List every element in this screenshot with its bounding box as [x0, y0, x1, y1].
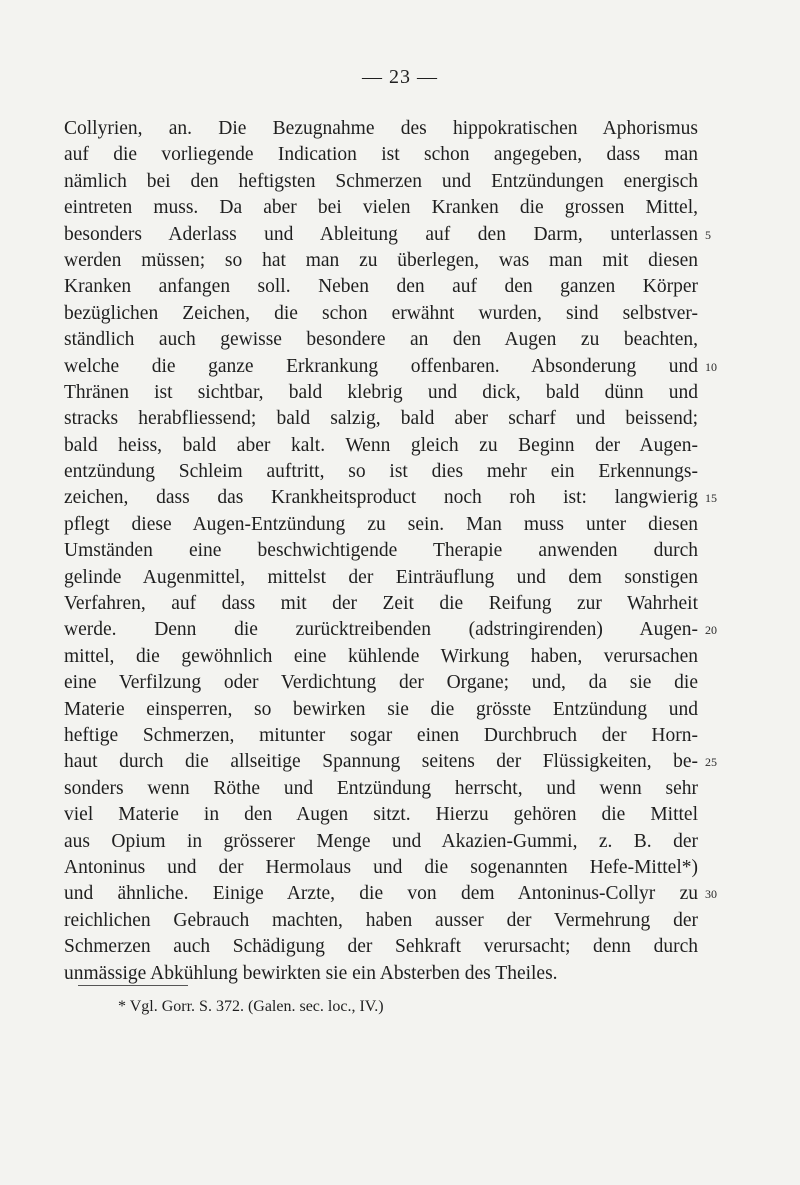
line-text: stracks herabfliessend; bald salzig, bald aber scharf und beissend; [64, 408, 698, 430]
line-text: Schmerzen auch Schädigung der Sehkraft verursacht; denn durch [64, 936, 698, 958]
line-text: mittel, die gewöhnlich eine kühlende Wirkung haben, verursachen [64, 645, 698, 667]
line-text: eine Verfilzung oder Verdichtung der Organe; und, da sie die [64, 672, 698, 694]
line-text: welche die ganze Erkrankung offenbaren. Absonderung und [64, 355, 698, 377]
line-text: nämlich bei den heftigsten Schmerzen und Entzündungen energisch [64, 170, 698, 192]
text-line [64, 485, 717, 511]
line-text: werden müssen; so hat man zu überlegen, was man mit diesen [64, 249, 698, 271]
text-line [64, 248, 698, 274]
line-text: werde. Denn die zurücktreibenden (adstringirenden) Augen- [64, 619, 698, 641]
text-line [64, 617, 717, 643]
line-text: Materie einsperren, so bewirken sie die grösste Entzündung und [64, 698, 698, 720]
text-line [64, 327, 698, 353]
line-text: ständlich auch gewisse besondere an den Augen zu beachten, [64, 329, 698, 351]
text-line [64, 670, 698, 696]
text-line [64, 644, 698, 670]
line-text: und ähnliche. Einige Arzte, die von dem Antoninus-Collyr zu [64, 883, 698, 905]
line-text: Thränen ist sichtbar, bald klebrig und dick, bald dünn und [64, 381, 698, 403]
text-line [64, 908, 698, 934]
footnote: * Vgl. Gorr. S. 372. (Galen. sec. loc., IV.) [118, 998, 384, 1015]
text-line [64, 512, 698, 538]
text-line [64, 301, 698, 327]
line-text: sonders wenn Röthe und Entzündung herrscht, und wenn sehr [64, 777, 698, 799]
text-line [64, 565, 698, 591]
line-number: 20 [705, 623, 717, 638]
line-number: 30 [705, 887, 717, 902]
footnote-rule [78, 985, 188, 986]
line-text: Umständen eine beschwichtigende Therapie anwenden durch [64, 540, 698, 562]
line-text: bezüglichen Zeichen, die schon erwähnt wurden, sind selbstver- [64, 302, 698, 324]
text-line [64, 116, 698, 142]
line-text: viel Materie in den Augen sitzt. Hierzu gehören die Mittel [64, 804, 698, 826]
text-line [64, 855, 698, 881]
line-text: haut durch die allseitige Spannung seitens der Flüssigkeiten, be- [64, 751, 698, 773]
text-line [64, 591, 698, 617]
line-text: eintreten muss. Da aber bei vielen Kranken die grossen Mittel, [64, 197, 698, 219]
line-text: pflegt diese Augen-Entzündung zu sein. Man muss unter diesen [64, 513, 698, 535]
text-line [64, 881, 717, 907]
text-line [64, 538, 698, 564]
text-line [64, 961, 698, 987]
line-text: reichlichen Gebrauch machten, haben ausser der Vermehrung der [64, 909, 698, 931]
page-number: — 23 — [362, 66, 438, 88]
line-text: besonders Aderlass und Ableitung auf den Darm, unterlassen [64, 223, 698, 245]
text-line [64, 195, 698, 221]
text-line [64, 169, 698, 195]
text-line [64, 723, 698, 749]
line-text: Antoninus und der Hermolaus und die sogenannten Hefe-Mittel*) [64, 856, 698, 878]
line-text: zeichen, dass das Krankheitsproduct noch roh ist: langwierig [64, 487, 698, 509]
line-text: Kranken anfangen soll. Neben den auf den ganzen Körper [64, 276, 698, 298]
text-line [64, 802, 698, 828]
line-number: 10 [705, 359, 717, 374]
text-line [64, 354, 717, 380]
line-text: unmässige Abkühlung bewirkten sie ein Absterben des Theiles. [64, 962, 558, 984]
text-line [64, 433, 698, 459]
line-number: 25 [705, 755, 717, 770]
text-line [64, 222, 711, 248]
line-text: Collyrien, an. Die Bezugnahme des hippokratischen Aphorismus [64, 118, 698, 139]
line-text: entzündung Schleim auftritt, so ist dies mehr ein Erkennungs- [64, 461, 698, 483]
text-line [64, 934, 698, 960]
text-line [64, 142, 698, 168]
line-text: bald heiss, bald aber kalt. Wenn gleich zu Beginn der Augen- [64, 434, 698, 456]
text-line [64, 697, 698, 723]
body-text [64, 116, 717, 987]
text-line [64, 274, 698, 300]
text-line [64, 829, 698, 855]
line-text: aus Opium in grösserer Menge und Akazien-Gummi, z. B. der [64, 830, 698, 852]
line-number: 5 [705, 227, 711, 242]
text-line [64, 406, 698, 432]
text-line [64, 749, 717, 775]
line-text: auf die vorliegende Indication ist schon angegeben, dass man [64, 144, 698, 166]
text-line [64, 776, 698, 802]
line-text: heftige Schmerzen, mitunter sogar einen Durchbruch der Horn- [64, 724, 698, 746]
line-text: gelinde Augenmittel, mittelst der Einträuflung und dem sonstigen [64, 566, 698, 588]
line-number: 15 [705, 491, 717, 506]
text-line [64, 380, 698, 406]
line-text: Verfahren, auf dass mit der Zeit die Reifung zur Wahrheit [64, 593, 698, 615]
text-line [64, 459, 698, 485]
